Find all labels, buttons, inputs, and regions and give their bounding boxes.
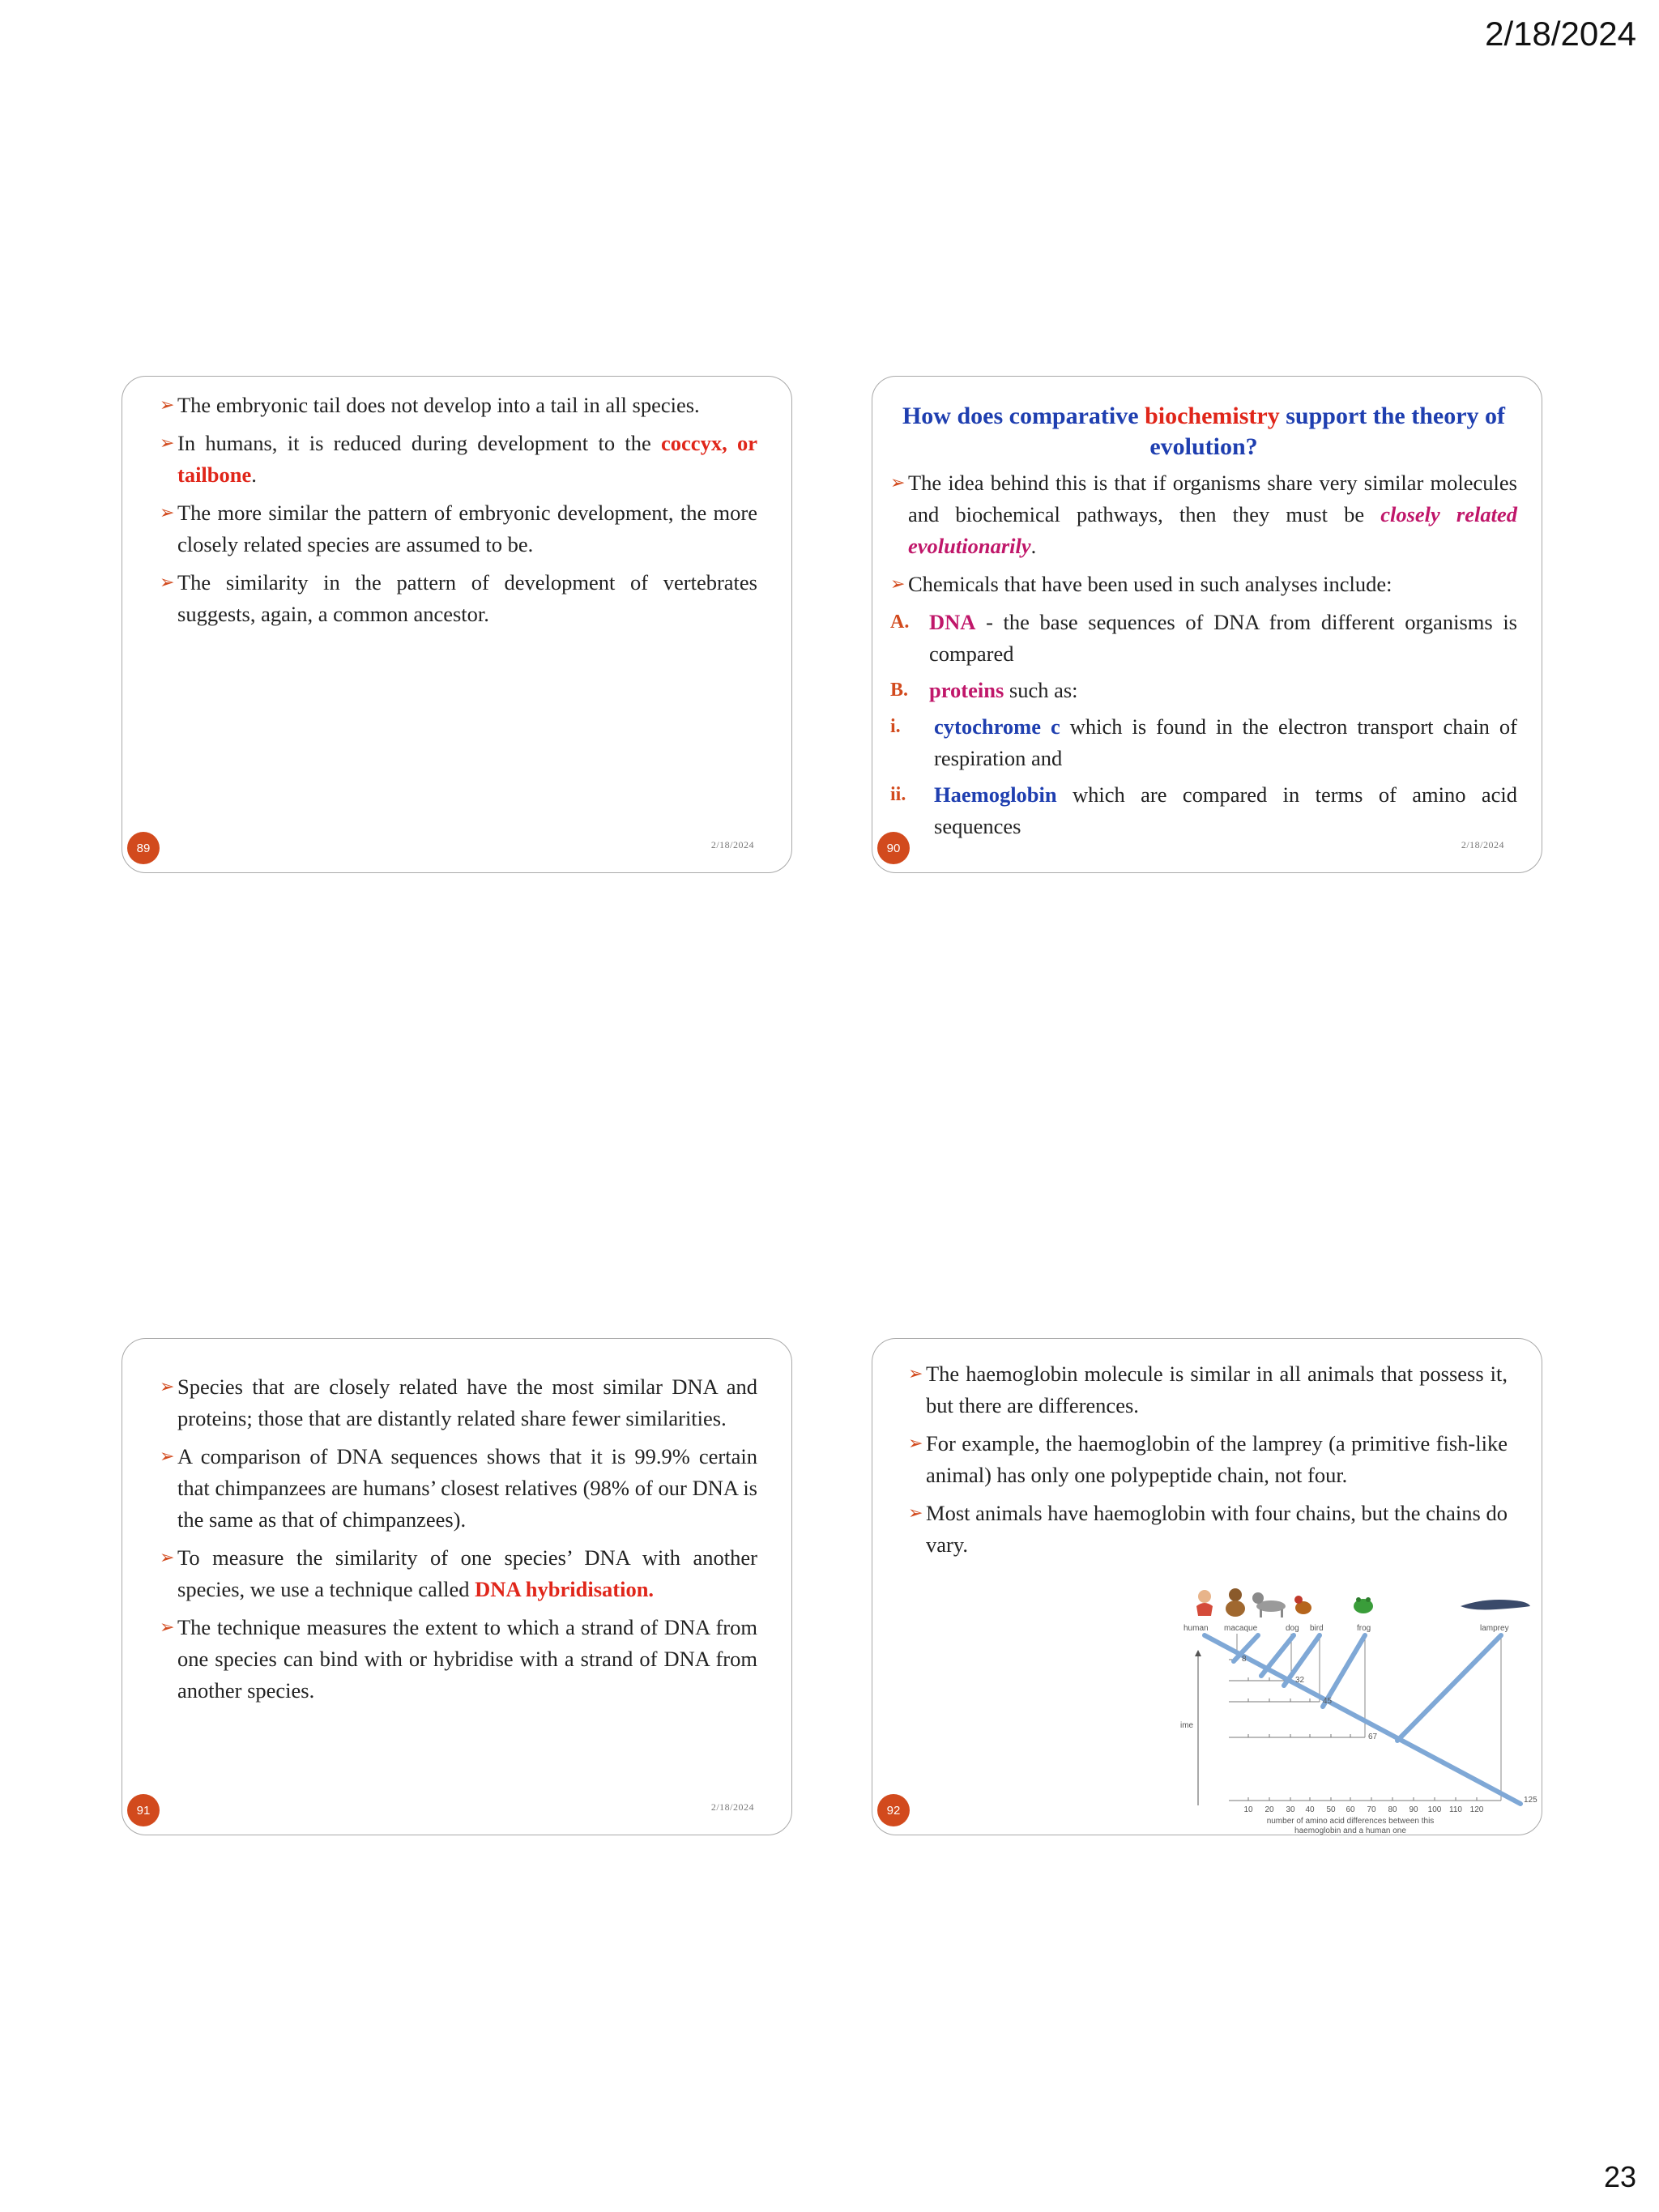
- arrow-bullet-icon: ➢: [908, 1503, 923, 1524]
- list-item: A. DNA - the base sequences of DNA from different organisms is compared: [890, 610, 1517, 666]
- slide-number-badge: 91: [127, 1794, 160, 1826]
- slide-number-badge: 90: [877, 832, 910, 864]
- x-tick-label: 70: [1367, 1805, 1376, 1814]
- x-tick-label: 120: [1469, 1805, 1484, 1814]
- bullet: ➢ The haemoglobin molecule is similar in all animals that possess it, but there are differences.: [908, 1358, 1508, 1421]
- slide-date: 2/18/2024: [710, 839, 754, 850]
- branch-value: 67: [1368, 1733, 1378, 1741]
- bullet: ➢ The more similar the pattern of embryonic development, the more closely related species are assumed to be.: [160, 497, 757, 560]
- bullet: ➢ The embryonic tail does not develop into a tail in all species.: [160, 390, 757, 421]
- animal-label: frog: [1357, 1624, 1371, 1633]
- x-tick-label: 10: [1243, 1805, 1253, 1814]
- animal-label: macaque: [1224, 1624, 1258, 1633]
- slide-90: [872, 376, 1542, 873]
- x-tick-label: 110: [1449, 1805, 1462, 1814]
- animal-label: lamprey: [1480, 1624, 1509, 1633]
- animal-label: bird: [1310, 1624, 1324, 1633]
- bird-icon: [1294, 1596, 1311, 1614]
- x-tick-label: 20: [1265, 1805, 1274, 1814]
- bullet: ➢ The similarity in the pattern of development of vertebrates suggests, again, a common ancestor.: [160, 567, 757, 630]
- bullet: ➢ A comparison of DNA sequences shows that it is 99.9% certain that chimpanzees are humans’ closest relatives (98% of our DNA is the same as that of chimpanzees).: [160, 1441, 757, 1536]
- x-tick-label: 40: [1305, 1805, 1315, 1814]
- branch-value: 8: [1242, 1655, 1247, 1664]
- x-tick-label: 50: [1326, 1805, 1336, 1814]
- arrow-bullet-icon: ➢: [908, 1364, 923, 1384]
- branch-value: 45: [1323, 1697, 1333, 1706]
- branch-value: 32: [1295, 1676, 1305, 1685]
- dog-icon: [1252, 1592, 1286, 1617]
- slide-91: [122, 1338, 792, 1835]
- human-icon: [1196, 1590, 1213, 1616]
- slide-body: [890, 401, 1517, 847]
- bullet: ➢ Species that are closely related have the most similar DNA and proteins; those that are distantly related share fewer similarities.: [160, 1371, 757, 1434]
- arrow-bullet-icon: ➢: [890, 473, 906, 493]
- slide-89: [122, 376, 792, 873]
- arrow-bullet-icon: ➢: [160, 433, 175, 454]
- arrow-bullet-icon: ➢: [908, 1434, 923, 1454]
- x-axis-label: number of amino acid differences between this: [1266, 1817, 1435, 1826]
- slide-92: [872, 1338, 1542, 1835]
- page-number: 23: [1603, 2160, 1636, 2193]
- slide-body: [160, 1371, 757, 1713]
- arrow-bullet-icon: ➢: [890, 574, 906, 595]
- x-tick-label: 80: [1388, 1805, 1397, 1814]
- bullet: ➢ To measure the similarity of one species’ DNA with another species, we use a technique called DNA hybridisation.: [160, 1542, 757, 1605]
- lamprey-icon: [1461, 1600, 1530, 1610]
- tree-branches: [1205, 1635, 1520, 1804]
- frog-icon: [1354, 1597, 1373, 1613]
- macaque-icon: [1226, 1588, 1245, 1617]
- slide-date: 2/18/2024: [1461, 839, 1504, 850]
- bullet: ➢ In humans, it is reduced during development to the coccyx, or tailbone.: [160, 428, 757, 491]
- slide-title: How does comparative biochemistry support the theory of evolution?: [902, 403, 1506, 460]
- arrow-bullet-icon: ➢: [160, 1617, 175, 1638]
- haemoglobin-tree-figure: [1180, 1582, 1542, 1835]
- page-date: 2/18/2024: [1485, 15, 1636, 53]
- list-item: ii. Haemoglobin which are compared in terms of amino acid sequences: [890, 782, 1517, 838]
- bullet: ➢ For example, the haemoglobin of the lamprey (a primitive fish-like animal) has only one polypeptide chain, not four.: [908, 1428, 1508, 1491]
- arrow-bullet-icon: ➢: [160, 1447, 175, 1467]
- x-axis-label: haemoglobin and a human one: [1294, 1826, 1406, 1835]
- y-axis-label: ime: [1180, 1721, 1194, 1730]
- x-tick-label: 100: [1427, 1805, 1442, 1814]
- x-tick-label: 60: [1346, 1805, 1355, 1814]
- slide-body: [908, 1358, 1508, 1567]
- slide-number-badge: 89: [127, 832, 160, 864]
- arrow-bullet-icon: ➢: [160, 1548, 175, 1568]
- arrow-bullet-icon: ➢: [160, 503, 175, 523]
- bullet: ➢ The idea behind this is that if organisms share very similar molecules and biochemical pathways, then they must be closely related evolutionarily.: [890, 467, 1517, 562]
- animal-label: dog: [1286, 1624, 1299, 1633]
- animal-label: human: [1183, 1624, 1209, 1633]
- x-tick-label: 90: [1409, 1805, 1418, 1814]
- slide-body: [160, 390, 757, 637]
- list-item: B. proteins such as:: [890, 678, 1078, 702]
- bullet: ➢ The technique measures the extent to which a strand of DNA from one species can bind with or hybridise with a strand of DNA from another species.: [160, 1612, 757, 1707]
- arrow-bullet-icon: ➢: [160, 395, 175, 416]
- bullet: ➢ Most animals have haemoglobin with four chains, but the chains do vary.: [908, 1498, 1508, 1561]
- branch-value: 125: [1524, 1796, 1537, 1805]
- arrow-bullet-icon: ➢: [160, 573, 175, 593]
- slide-number-badge: 92: [877, 1794, 910, 1826]
- bullet: ➢ Chemicals that have been used in such analyses include:: [890, 569, 1517, 600]
- x-tick-label: 30: [1286, 1805, 1295, 1814]
- slide-date: 2/18/2024: [710, 1801, 754, 1813]
- arrow-bullet-icon: ➢: [160, 1377, 175, 1397]
- list-item: i. cytochrome c which is found in the electron transport chain of respiration and: [890, 714, 1518, 770]
